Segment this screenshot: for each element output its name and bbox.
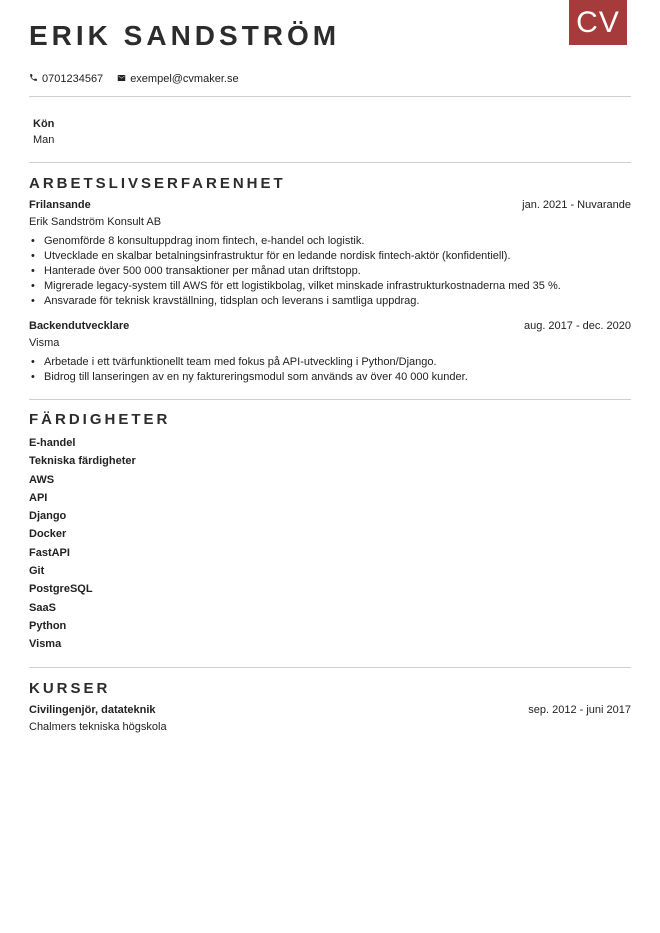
gender-label: Kön xyxy=(33,118,55,130)
skill-item: PostgreSQL xyxy=(29,583,93,596)
bullet-item: • Ansvarade för teknisk kravställning, tidsplan och leverans i samtliga uppdrag. xyxy=(29,294,631,309)
skill-item: FastAPI xyxy=(29,546,70,559)
phone-number: 0701234567 xyxy=(42,73,104,85)
bullet-item: • Arbetade i ett tvärfunktionellt team med fokus på API-utveckling i Python/Django. xyxy=(29,355,631,370)
divider xyxy=(29,96,631,97)
divider xyxy=(29,162,631,163)
skill-item: API xyxy=(29,491,48,504)
job-title: Backendutvecklare xyxy=(29,320,130,332)
skill-item: E-handel xyxy=(29,437,76,449)
experience-entry xyxy=(29,320,631,385)
skills-list xyxy=(29,437,136,657)
skill-item: Git xyxy=(29,565,45,578)
skill-item: Tekniska färdigheter xyxy=(29,455,136,468)
skill-item: SaaS xyxy=(29,601,56,614)
email-address: exempel@cvmaker.se xyxy=(130,73,239,85)
job-bullets xyxy=(29,234,631,309)
course-entry xyxy=(29,704,631,733)
mail-icon xyxy=(117,73,130,85)
skill-item: Docker xyxy=(29,528,67,541)
bullet-item: • Hanterade över 500 000 transaktioner per månad utan driftstopp. xyxy=(29,264,631,279)
course-name: Civilingenjör, datateknik xyxy=(29,704,156,716)
phone-contact xyxy=(29,73,103,85)
candidate-name: ERIK SANDSTRÖM xyxy=(29,20,341,51)
contact-info xyxy=(29,73,253,85)
job-dates: jan. 2021 - Nuvarande xyxy=(522,199,631,211)
skill-item: Django xyxy=(29,510,67,523)
gender-value: Man xyxy=(33,134,55,146)
employer: Visma xyxy=(29,337,60,349)
experience-entry xyxy=(29,199,631,309)
job-bullets xyxy=(29,355,631,385)
job-dates: aug. 2017 - dec. 2020 xyxy=(523,320,631,332)
skills-heading: FÄRDIGHETER xyxy=(29,411,171,428)
personal-details xyxy=(33,118,54,146)
experience-heading: ARBETSLIVSERFARENHET xyxy=(29,175,286,192)
employer: Erik Sandström Konsult AB xyxy=(29,216,162,228)
school-name: Chalmers tekniska högskola xyxy=(29,721,167,733)
skill-item: AWS xyxy=(29,473,55,486)
skill-item: Python xyxy=(29,619,67,632)
course-dates: sep. 2012 - juni 2017 xyxy=(528,704,631,716)
skill-item: Visma xyxy=(29,638,62,651)
email-contact xyxy=(117,73,238,85)
divider xyxy=(29,667,631,668)
divider xyxy=(29,399,631,400)
bullet-item: • Genomförde 8 konsultuppdrag inom fintech, e-handel och logistik. xyxy=(29,234,631,249)
courses-heading: KURSER xyxy=(29,680,111,697)
job-title: Frilansande xyxy=(29,199,91,211)
cv-badge: CV xyxy=(569,0,627,45)
bullet-item: • Utvecklade en skalbar betalningsinfrastruktur för en ledande nordisk fintech-aktör (konfidentiell). xyxy=(29,249,631,264)
phone-icon xyxy=(29,73,42,85)
bullet-item: • Bidrog till lanseringen av en ny faktureringsmodul som används av över 40 000 kunder. xyxy=(29,370,631,385)
bullet-item: • Migrerade legacy-system till AWS för ett logistikbolag, vilket minskade infrastrukturkostnaderna med 35 %. xyxy=(29,279,631,294)
